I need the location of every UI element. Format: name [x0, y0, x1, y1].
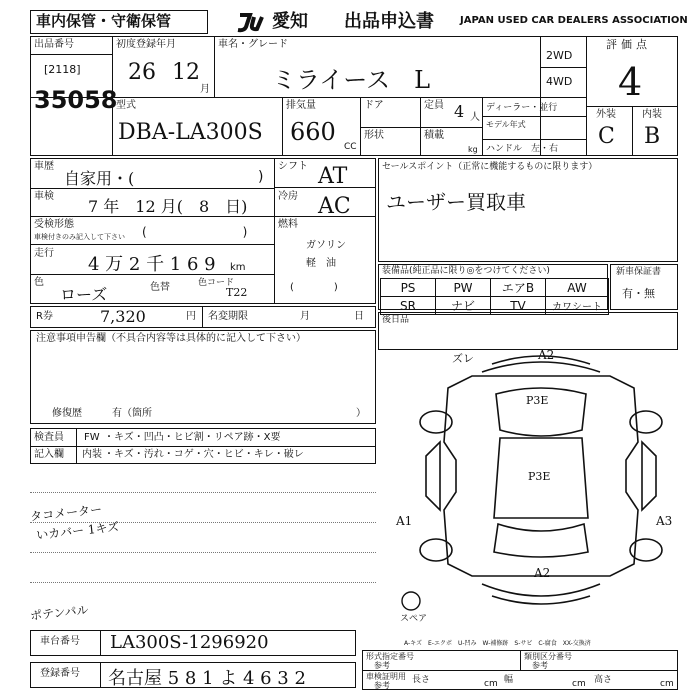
equip-ps: PS: [381, 279, 436, 297]
fuel-gas: ガソリン: [306, 240, 346, 251]
color-change-label: 色替: [150, 282, 170, 293]
damage-mark: A3: [656, 514, 673, 528]
capacity-label: 定員: [424, 100, 444, 111]
recycle-label: R券: [36, 311, 53, 322]
chassis-label: 車台番号: [40, 636, 80, 647]
note-line: [30, 552, 376, 553]
car-name: ミライース L: [272, 66, 431, 94]
class-label: 類別区分番号: [524, 652, 572, 661]
handle-label: ハンドル 左・右: [486, 144, 559, 154]
warranty-options: 有・無: [622, 287, 655, 300]
drive-4wd: 4WD: [546, 75, 573, 88]
ac-value: AC: [318, 194, 351, 219]
disp-value: 660: [290, 118, 336, 146]
shift-value: AT: [318, 164, 348, 189]
recycle-unit: 円: [186, 311, 196, 322]
branch-label: 愛知: [272, 11, 308, 32]
damage-mark: A1: [396, 514, 413, 528]
handwritten-note-3: ポテンパル: [29, 602, 90, 624]
equip-aw: AW: [546, 279, 609, 297]
plate-value: 名古屋 5 8 1 よ 4 6 3 2: [108, 668, 306, 689]
weight-label: 積載: [424, 130, 444, 141]
storage-label: 車内保管・守衛保管: [36, 12, 172, 30]
rear-label: 後日品: [382, 315, 410, 325]
damage-mark: ズレ: [452, 352, 474, 365]
height-unit: cm: [660, 679, 674, 689]
name-change-day: 日: [354, 311, 364, 322]
name-change-label: 名変期限: [208, 311, 248, 322]
repair-label: 修復歴: [52, 408, 82, 419]
equipment-grid: [380, 278, 609, 315]
chassis-value: LA300S-1296920: [110, 632, 269, 653]
damage-mark: P3E: [526, 394, 549, 407]
warranty-label: 新車保証書: [616, 267, 662, 277]
handwritten-note-2: いカバー 1キズ: [35, 519, 120, 543]
selling-label: セールスポイント（正常に機能するものに限ります）: [382, 162, 598, 172]
reg-label: 初度登録年月: [116, 39, 176, 50]
damage-mark: A2: [534, 566, 551, 580]
width-unit: cm: [572, 679, 586, 689]
damage-mark: A2: [538, 348, 555, 362]
shape-label: 形状: [364, 130, 384, 141]
lot-label: 出品番号: [34, 39, 74, 50]
cert-ref: 参考: [374, 661, 390, 670]
name-label: 車名・グレード: [218, 39, 288, 50]
inspector-row1-items: ・キズ・凹凸・ヒビ割・リペア跡・X要: [104, 432, 281, 443]
ju-logo: [236, 11, 270, 33]
repair-close: ）: [356, 408, 366, 419]
shift-label: シフト: [278, 161, 308, 172]
length-unit: cm: [484, 679, 498, 689]
color-value: ローズ: [60, 285, 108, 304]
drive-2wd: 2WD: [546, 49, 573, 62]
lot-number: 35058: [34, 86, 118, 114]
cert2-ref: 参考: [374, 681, 390, 690]
interior-label: 内装: [642, 109, 662, 120]
note-line: [30, 492, 376, 493]
eval-score: 4: [618, 60, 643, 104]
notes-label: 注意事項申告欄（不具合内容等は具体的に記入して下さい）: [36, 333, 306, 344]
receive-paren: ( ): [142, 225, 248, 239]
model-value: DBA-LA300S: [118, 120, 263, 145]
exterior-grade: C: [598, 124, 615, 149]
fuel-paren: ( ): [290, 282, 338, 293]
fuel-label: 燃料: [278, 219, 298, 230]
inspection-value: 7 年 12 月( 8 日): [88, 197, 248, 216]
receive-label: 受検形態: [34, 219, 74, 230]
receive-note: 車検付きのみ記入して下さい: [34, 233, 125, 241]
capacity-unit: 人: [470, 112, 480, 123]
spare-label: スペア: [400, 614, 428, 624]
equip-airbag: エアB: [491, 279, 546, 297]
inspector-row1-head: FW: [84, 432, 100, 443]
model-label: 型式: [116, 100, 136, 111]
reg-month-unit: 月: [200, 84, 210, 95]
history-value: 自家用・(: [64, 169, 135, 188]
equip-tv: TV: [491, 297, 546, 315]
exterior-label: 外装: [596, 109, 616, 120]
spare-tire-icon: [400, 590, 422, 612]
equip-leather: カワシート: [546, 297, 609, 315]
equipment-label: 装備品(純正品に限り◎をつけてください): [382, 266, 550, 276]
selling-value: ユーザー買取車: [386, 190, 526, 214]
history-close: ): [258, 169, 264, 185]
inspector-label-2: 記入欄: [34, 449, 64, 460]
mileage-value: 4 万 2 千 1 6 9: [88, 254, 216, 275]
cert2-label: 車検証明用: [366, 672, 406, 681]
disp-unit: CC: [344, 142, 357, 152]
ac-label: 冷房: [278, 191, 298, 202]
note-line: [30, 582, 376, 583]
repair-value: 有（箇所: [112, 408, 152, 419]
capacity-value: 4: [454, 102, 465, 121]
reg-month: 12: [172, 60, 200, 85]
inspector-row2-items: ・キズ・汚れ・コゲ・穴・ヒビ・キレ・破レ: [104, 449, 304, 460]
damage-legend: A-キズ E-エクボ U-凹み W-補修跡 S-サビ C-腐食 XX-交換済: [404, 640, 591, 647]
lot-small: [2118]: [44, 63, 81, 76]
color-code-label: 色コード: [198, 278, 235, 288]
inspector-row2-head: 内装: [82, 449, 102, 460]
equip-pw: PW: [436, 279, 491, 297]
weight-unit: kg: [468, 145, 478, 154]
color-code-value: T22: [226, 286, 248, 299]
inspection-label: 車検: [34, 191, 54, 202]
reg-year: 26: [128, 60, 156, 85]
disp-label: 排気量: [286, 100, 316, 111]
mileage-unit: km: [230, 262, 246, 273]
equip-sr: SR: [381, 297, 436, 315]
handwritten-note-1: タコメーター: [29, 502, 103, 524]
width-label: 幅: [504, 675, 514, 685]
height-label: 高さ: [594, 675, 613, 685]
mileage-label: 走行: [34, 248, 54, 259]
equip-navi: ナビ: [436, 297, 491, 315]
recycle-value: 7,320: [100, 307, 146, 326]
door-label: ドア: [364, 100, 384, 111]
plate-label: 登録番号: [40, 668, 80, 679]
model-year-label: モデル年式: [486, 120, 526, 129]
name-change-month: 月: [300, 311, 310, 322]
inspector-label-1: 検査員: [34, 432, 64, 443]
fuel-diesel: 軽 油: [306, 258, 336, 269]
interior-grade: B: [644, 124, 661, 149]
class-ref: 参考: [532, 661, 548, 670]
eval-label: 評価点: [606, 38, 651, 51]
association-label: JAPAN USED CAR DEALERS ASSOCIATION: [460, 15, 688, 26]
cert-label: 形式指定番号: [366, 652, 414, 661]
length-label: 長さ: [412, 675, 431, 685]
history-label: 車歴: [34, 161, 54, 172]
form-title: 出品申込書: [344, 11, 434, 32]
color-label: 色: [34, 277, 44, 288]
dealer-label: ディーラー・並行: [486, 103, 558, 113]
damage-mark: P3E: [528, 470, 551, 483]
